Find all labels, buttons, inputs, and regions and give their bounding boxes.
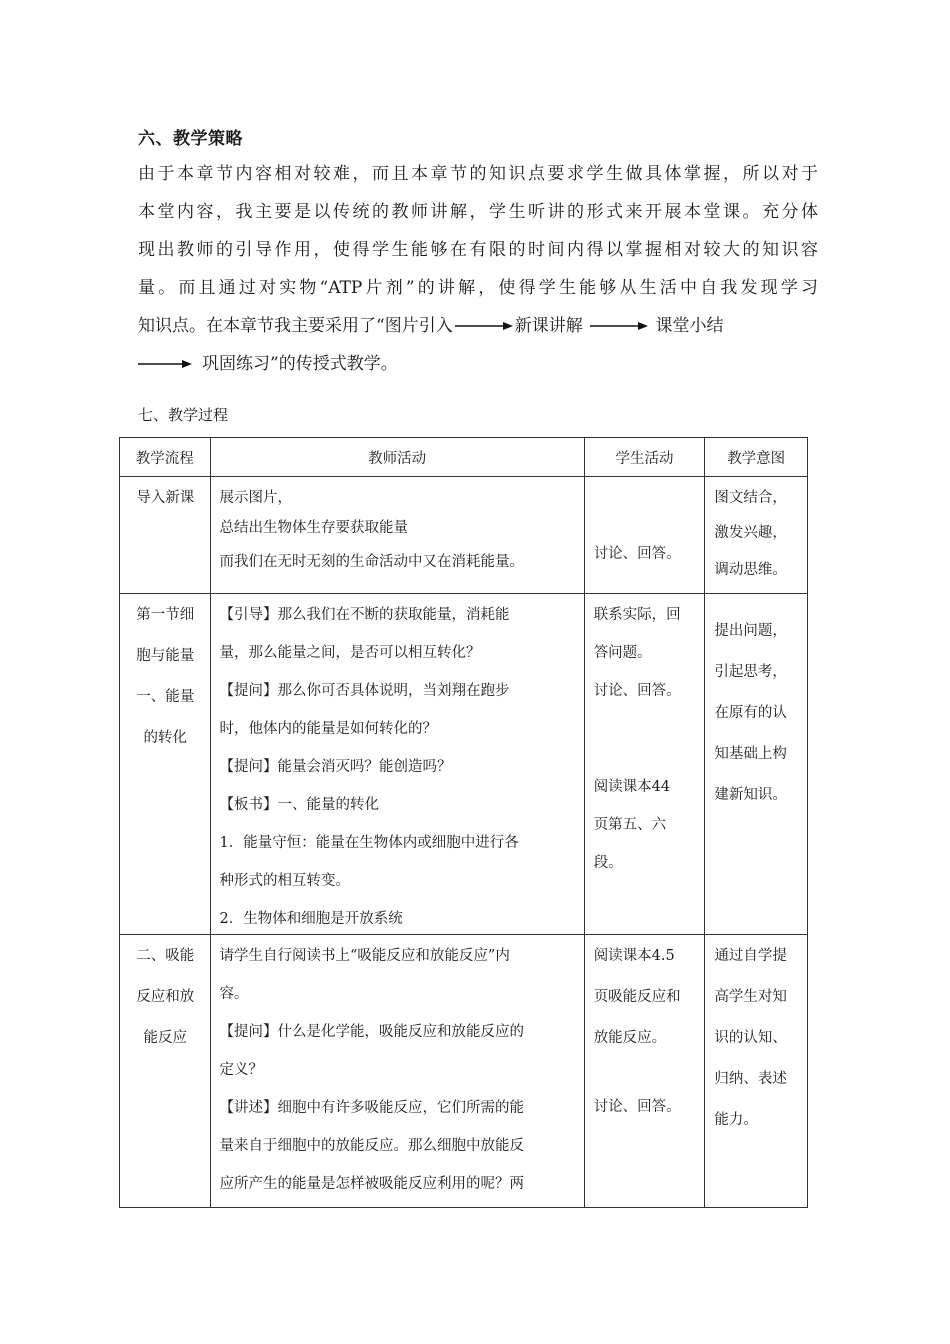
- cell-line: 讨论、回答。: [593, 546, 681, 562]
- cell-line: 引起思考，: [714, 664, 787, 680]
- cell-line: 总结出生物体生存要获取能量: [219, 520, 409, 536]
- cell-line: 段。: [593, 855, 623, 871]
- cell-line: 页第五、六: [593, 817, 667, 833]
- column-header: 教学流程: [120, 438, 211, 477]
- cell-line: 定义？: [219, 1062, 264, 1078]
- cell-line: 导入新课: [136, 490, 195, 506]
- flow-step-summary: 课堂小结: [655, 316, 724, 336]
- table-row: [120, 935, 808, 1208]
- cell-line: 【提问】那么你可否具体说明，当刘翔在跑步: [219, 683, 510, 699]
- cell-line: 种形式的相互转变。: [219, 873, 351, 889]
- table-row: [120, 594, 808, 935]
- cell-line: 胞与能量: [136, 648, 195, 664]
- cell-line: 讨论、回答。: [593, 683, 681, 699]
- cell-line: 页吸能反应和: [593, 989, 681, 1005]
- cell-line: 识的认知、: [714, 1030, 787, 1046]
- cell-line: 高学生对知: [714, 989, 787, 1005]
- cell-line: 【提问】能量会消灭吗？能创造吗？: [219, 759, 452, 775]
- teaching-process-table: [119, 437, 808, 1208]
- cell-line: 二、吸能: [136, 948, 195, 964]
- cell-line: 能力。: [714, 1112, 758, 1128]
- cell-line: 阅读课本4.5: [593, 948, 675, 964]
- cell-line: 激发兴趣，: [714, 525, 787, 541]
- cell-line: 提出问题，: [714, 623, 787, 639]
- intent-cell: [705, 935, 808, 1208]
- cell-line: 展示图片，: [219, 490, 293, 506]
- paragraph-line: 本堂内容，我主要是以传统的教师讲解，学生听讲的形式来开展本堂课。充分体: [138, 202, 818, 222]
- cell-line: 通过自学提: [714, 948, 787, 964]
- teaching-strategy-paragraph: [138, 158, 818, 386]
- cell-line: 阅读课本44: [593, 779, 671, 795]
- cell-line: 的转化: [143, 730, 187, 746]
- cell-line: 归纳、表述: [714, 1071, 787, 1087]
- cell-line: 量来自于细胞中的放能反应。那么细胞中放能反: [219, 1138, 525, 1154]
- right-arrow-icon: [455, 321, 513, 331]
- section-heading-teaching-process: 七、教学过程: [138, 406, 229, 424]
- flow-cell: [120, 935, 211, 1208]
- column-header: 教师活动: [210, 438, 584, 477]
- intent-cell: [705, 594, 808, 935]
- column-header: 学生活动: [584, 438, 705, 477]
- cell-line: 而我们在无时无刻的生命活动中又在消耗能量。: [219, 554, 525, 570]
- column-header: 教学意图: [705, 438, 808, 477]
- paragraph-line: 现出教师的引导作用，使得学生能够在有限的时间内得以掌握相对较大的知识容: [138, 240, 818, 260]
- cell-line: 1．能量守恒：能量在生物体内或细胞中进行各: [219, 835, 519, 851]
- cell-line: 知基础上构: [714, 746, 787, 762]
- paragraph-line: 由于本章节内容相对较难，而且本章节的知识点要求学生做具体掌握，所以对于: [138, 164, 818, 184]
- cell-line: 在原有的认: [714, 705, 787, 721]
- flow-step-practice: 巩固练习”的传授式教学。: [202, 354, 398, 374]
- student-cell: [584, 477, 705, 594]
- cell-line: 图文结合，: [714, 490, 787, 506]
- cell-line: 讨论、回答。: [593, 1099, 681, 1115]
- cell-line: 请学生自行阅读书上“吸能反应和放能反应”内: [219, 948, 510, 964]
- flow-cell: [120, 477, 211, 594]
- cell-line: 应所产生的能量是怎样被吸能反应利用的呢？两: [219, 1176, 525, 1192]
- flow-step-new-lesson: 新课讲解: [514, 316, 583, 336]
- cell-line: 2．生物体和细胞是开放系统: [219, 911, 403, 927]
- cell-line: 【提问】什么是化学能，吸能反应和放能反应的: [219, 1024, 525, 1040]
- teacher-cell: [210, 935, 584, 1208]
- flow-line: [138, 310, 818, 348]
- right-arrow-icon: [590, 321, 648, 331]
- cell-line: 时，他体内的能量是如何转化的？: [219, 721, 438, 737]
- cell-line: 一、能量: [136, 689, 195, 705]
- cell-line: 量，那么能量之间，是否可以相互转化？: [219, 645, 481, 661]
- cell-line: 答问题。: [593, 645, 652, 661]
- teacher-cell: [210, 594, 584, 935]
- cell-line: 建新知识。: [714, 787, 787, 803]
- cell-line: 【引导】那么我们在不断的获取能量，消耗能: [219, 607, 510, 623]
- cell-line: 第一节细: [136, 607, 195, 623]
- table-row: [120, 477, 808, 594]
- teacher-cell: [210, 477, 584, 594]
- cell-line: 调动思维。: [714, 562, 787, 578]
- right-arrow-icon: [138, 359, 192, 369]
- cell-line: 【板书】一、能量的转化: [219, 797, 380, 813]
- cell-line: 放能反应。: [593, 1030, 667, 1046]
- table-header-row: [120, 438, 808, 477]
- paragraph-line: 量。而且通过对实物“ATP片剂”的讲解，使得学生能够从生活中自我发现学习: [138, 278, 818, 298]
- student-cell: [584, 594, 705, 935]
- section-heading-teaching-strategy: 六、教学策略: [138, 129, 243, 149]
- cell-line: 容。: [219, 986, 249, 1002]
- flow-cell: [120, 594, 211, 935]
- cell-line: 能反应: [143, 1030, 187, 1046]
- flow-line: [138, 348, 818, 386]
- student-cell: [584, 935, 705, 1208]
- flow-step-intro: 知识点。在本章节我主要采用了“图片引入: [138, 316, 453, 336]
- cell-line: 反应和放: [136, 989, 195, 1005]
- cell-line: 联系实际，回: [593, 607, 681, 623]
- intent-cell: [705, 477, 808, 594]
- cell-line: 【讲述】细胞中有许多吸能反应，它们所需的能: [219, 1100, 525, 1116]
